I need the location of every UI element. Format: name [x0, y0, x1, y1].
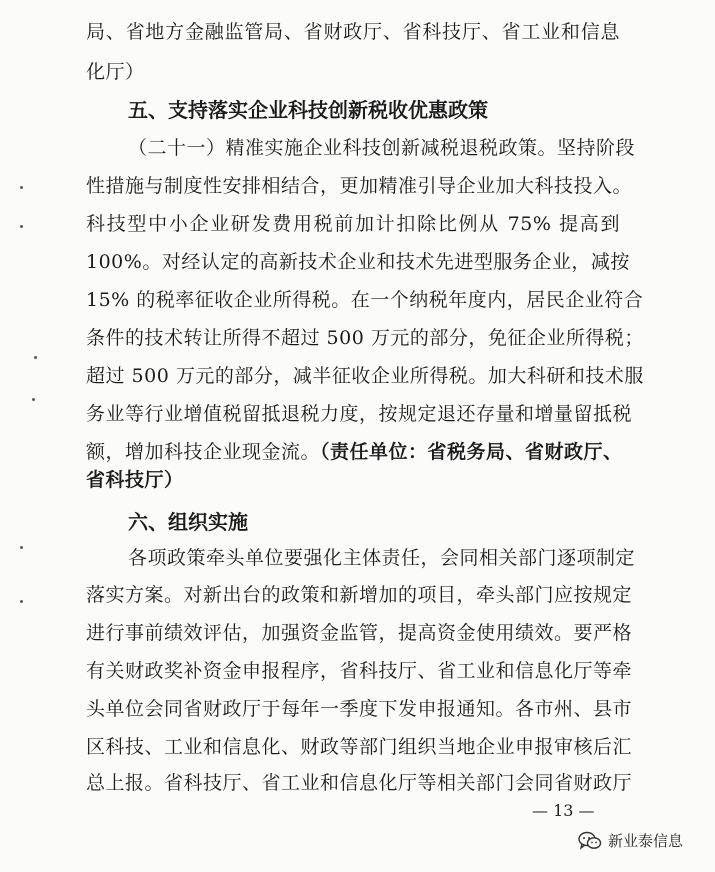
scan-speck [20, 600, 23, 603]
paragraph-21-first-line [128, 135, 636, 161]
text-line: 进行事前绩效评估，加强资金监管，提高资金使用绩效。要严格 [86, 622, 633, 644]
text-line: 15% 的税率征收企业所得税。在一个纳税年度内，居民企业符合 [86, 289, 644, 311]
paragraph-21-lead: （二十一）精准实施企业科技创新减税退税政策。 [128, 137, 558, 159]
text-line: 超过 500 万元的部分，减半征收企业所得税。加大科研和技术服 [86, 365, 644, 387]
text-line: 区科技、工业和信息化、财政等部门组织当地企业申报审核后汇 [86, 736, 633, 758]
text-line: 科技型中小企业研发费用税前加计扣除比例从 75% 提高到 [86, 213, 620, 235]
watermark-text: 新业泰信息 [608, 832, 684, 850]
text-line: 总上报。省科技厅、省工业和信息化厅等相关部门会同省财政厅 [86, 772, 633, 794]
text-line: 化厅） [86, 61, 145, 83]
wechat-icon [578, 831, 602, 851]
text-line-with-responsibility [86, 439, 623, 465]
text-line: 有关财政奖补资金申报程序，省科技厅、省工业和信息化厅等牵 [86, 660, 633, 682]
text-line: 性措施与制度性安排相结合，更加精准引导企业加大科技投入。 [86, 175, 633, 197]
section-heading-5: 五、支持落实企业科技创新税收优惠政策 [128, 98, 488, 122]
text-line: 各项政策牵头单位要强化主体责任，会同相关部门逐项制定 [128, 547, 636, 569]
responsible-units-continued: 省科技厅） [86, 469, 184, 491]
section-heading-6: 六、组织实施 [128, 510, 248, 534]
text-line: 100%。对经认定的高新技术企业和技术先进型服务企业，减按 [86, 251, 630, 273]
watermark [578, 830, 683, 851]
scan-speck [20, 546, 23, 549]
scan-speck [20, 186, 23, 189]
page-number: — 13 — [532, 801, 595, 820]
text-line: 条件的技术转让所得不超过 500 万元的部分，免征企业所得税； [86, 327, 644, 349]
text-span: 额，增加科技企业现金流。 [86, 441, 321, 463]
text-line: 落实方案。对新出台的政策和新增加的项目，牵头部门应按规定 [86, 584, 633, 606]
text-line: 头单位会同省财政厅于每年一季度下发申报通知。各市州、县市 [86, 698, 633, 720]
scan-speck [34, 356, 37, 359]
text-span: 坚持阶段 [557, 137, 636, 159]
scan-speck [32, 398, 35, 401]
responsible-units: （责任单位：省税务局、省财政厅、 [320, 441, 623, 463]
text-line: 局、省地方金融监管局、省财政厅、省科技厅、省工业和信息 [86, 21, 620, 43]
text-line: 务业等行业增值税留抵退税力度，按规定退还存量和增量留抵税 [86, 403, 633, 425]
scan-speck [20, 225, 23, 228]
